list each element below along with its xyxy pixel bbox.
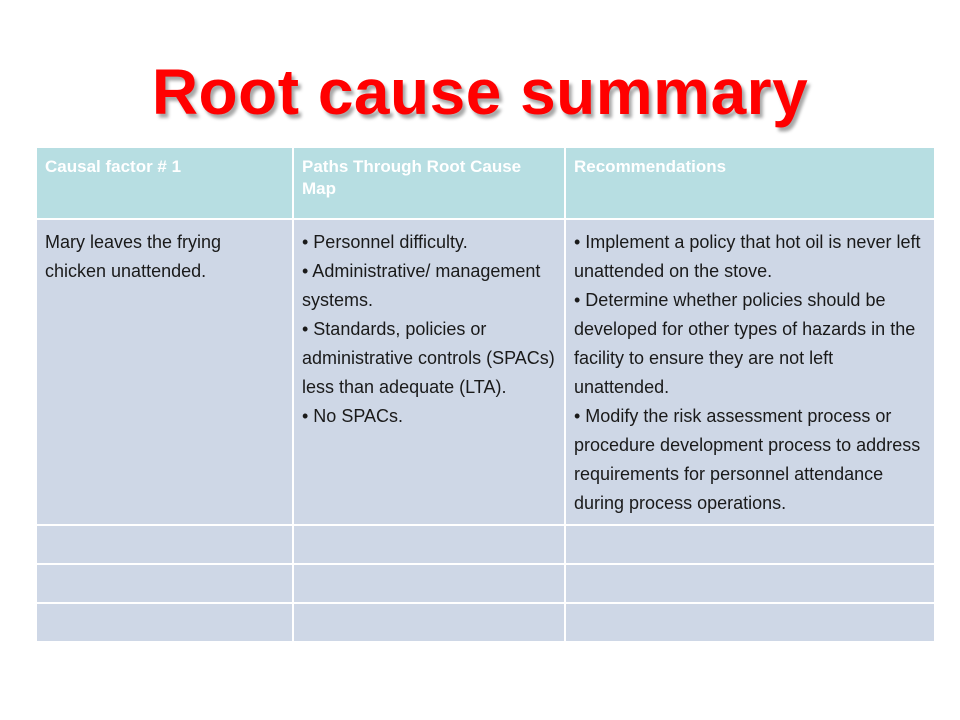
recommendation-item: • Implement a policy that hot oil is never left unattended on the stove. <box>574 232 921 281</box>
empty-cell <box>293 525 565 564</box>
empty-table-row <box>36 564 935 603</box>
empty-cell <box>565 525 935 564</box>
empty-cell <box>36 603 293 642</box>
empty-cell <box>293 603 565 642</box>
empty-table-row <box>36 603 935 642</box>
empty-cell <box>565 603 935 642</box>
cell-paths <box>293 219 565 525</box>
empty-cell <box>293 564 565 603</box>
empty-cell <box>565 564 935 603</box>
root-cause-table <box>35 146 936 643</box>
table-header-row <box>36 147 935 219</box>
cell-causal-factor: Mary leaves the frying chicken unattended. <box>36 219 293 525</box>
header-recommendations: Recommendations <box>565 147 935 219</box>
path-item: • Standards, policies or administrative controls (SPACs) less than adequate (LTA). <box>302 319 555 397</box>
header-causal-factor: Causal factor # 1 <box>36 147 293 219</box>
table-row <box>36 219 935 525</box>
empty-table-row <box>36 525 935 564</box>
empty-cell <box>36 525 293 564</box>
slide-title: Root cause summary <box>151 56 809 128</box>
empty-cell <box>36 564 293 603</box>
recommendation-item: • Modify the risk assessment process or procedure development process to address requirements for personnel attendance during process operations. <box>574 406 921 513</box>
recommendation-item: • Determine whether policies should be developed for other types of hazards in the facility to ensure they are not left unattended. <box>574 290 916 397</box>
cell-recommendations <box>565 219 935 525</box>
path-item: • Administrative/ management systems. <box>302 261 541 310</box>
path-item: • Personnel difficulty. <box>302 232 468 252</box>
header-paths: Paths Through Root Cause Map <box>293 147 565 219</box>
path-item: • No SPACs. <box>302 406 403 426</box>
